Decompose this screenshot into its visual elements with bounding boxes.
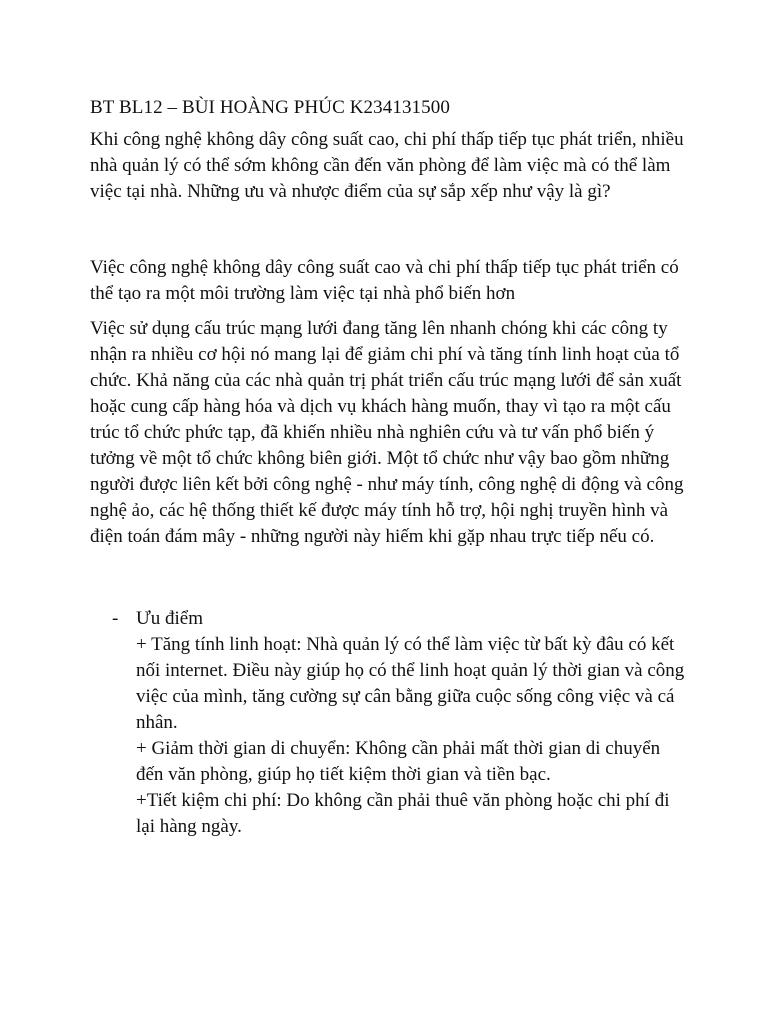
advantages-heading: Ưu điểm bbox=[136, 608, 203, 629]
document-title: BT BL12 – BÙI HOÀNG PHÚC K234131500 bbox=[90, 97, 450, 118]
advantage-item-cost-saving: +Tiết kiệm chi phí: Do không cần phải thuê văn phòng hoặc chi phí đi lại hàng ngày. bbox=[136, 790, 670, 837]
document-page bbox=[90, 95, 690, 840]
advantage-item-travel-time: + Giảm thời gian di chuyển: Không cần phải mất thời gian di chuyển đến văn phòng, giúp họ tiết kiệm thời gian và tiền bạc. bbox=[136, 738, 661, 785]
question-paragraph: Khi công nghệ không dây công suất cao, chi phí thấp tiếp tục phát triển, nhiều nhà quản lý có thể sớm không cần đến văn phòng để làm việc mà có thể làm việc tại nhà. Những ưu và nhược điểm của sự sắp xếp như vậy là gì? bbox=[90, 129, 684, 202]
advantages-list bbox=[90, 606, 690, 840]
body-paragraph: Việc sử dụng cấu trúc mạng lưới đang tăng lên nhanh chóng khi các công ty nhận ra nhiều cơ hội nó mang lại để giảm chi phí và tăng tính linh hoạt của tổ chức. Khả năng của các nhà quản trị phát triển cấu trúc mạng lưới để sản xuất hoặc cung cấp hàng hóa và dịch vụ khách hàng muốn, thay vì tạo ra một cấu trúc tổ chức phức tạp, đã khiến nhiều nhà nghiên cứu và tư vấn phổ biến ý tưởng về một tổ chức không biên giới. Một tổ chức như vậy bao gồm những người được liên kết bởi công nghệ - như máy tính, công nghệ di động và công nghệ ảo, các hệ thống thiết kế được máy tính hỗ trợ, hội nghị truyền hình và điện toán đám mây - những người này hiếm khi gặp nhau trực tiếp nếu có. bbox=[90, 318, 684, 547]
advantage-item-flexibility: + Tăng tính linh hoạt: Nhà quản lý có thể làm việc từ bất kỳ đâu có kết nối internet. Điều này giúp họ có thể linh hoạt quản lý thời gian và công việc của mình, tăng cường sự cân bằng giữa cuộc sống công việc và cá nhân. bbox=[136, 634, 685, 733]
list-dash: - bbox=[112, 608, 119, 629]
intro-paragraph: Việc công nghệ không dây công suất cao và chi phí thấp tiếp tục phát triển có thể tạo ra một môi trường làm việc tại nhà phổ biến hơn bbox=[90, 257, 679, 304]
